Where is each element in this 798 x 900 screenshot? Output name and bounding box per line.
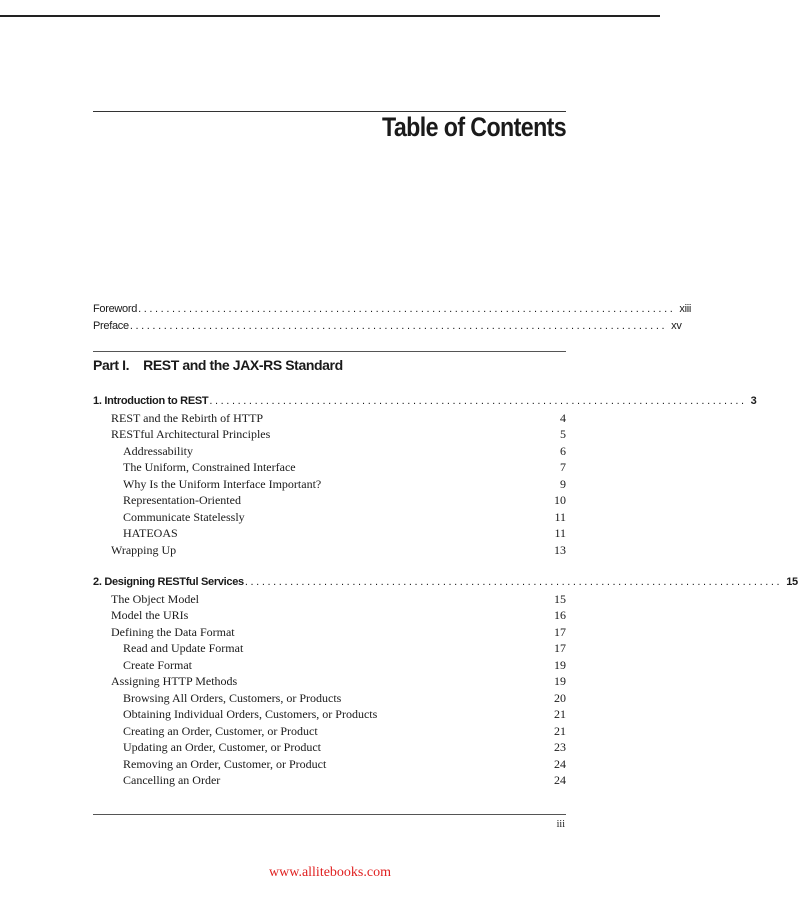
dot-leader: ............................................................................................... [138,303,676,315]
part-heading [93,357,343,373]
toc-entry-page: 3 [750,395,757,407]
toc-entry-page: 19 [554,674,566,688]
toc-entry[interactable] [93,673,566,690]
toc-entry[interactable] [93,690,566,707]
toc-entry-page: 11 [554,509,566,524]
dot-leader: ............................................................................................... [129,319,668,332]
toc-entry-page: 23 [554,740,566,754]
toc-entry[interactable] [93,542,566,559]
toc-entry-label: Model the URIs [111,608,189,622]
toc-entry[interactable] [93,443,566,460]
top-rule [0,15,660,17]
toc-entry-label: Create Format [123,657,192,672]
chapter-1-list [93,393,757,558]
toc-entry-label: Creating an Order, Customer, or Product [123,723,318,738]
toc-entry-label: Defining the Data Format [111,624,235,639]
toc-entry-page: xv [671,319,682,332]
dot-leader: ............................................................................................... [209,395,747,407]
toc-entry-page: 11 [554,526,566,540]
toc-entry-label: HATEOAS [123,526,178,540]
dot-leader: ............................................................................................... [244,576,783,588]
toc-entry-page: 19 [554,657,566,672]
toc-entry-preface[interactable] [93,318,682,335]
toc-entry[interactable] [93,509,566,526]
toc-entry-page: 6 [560,443,566,458]
part-number: Part I. [93,357,130,373]
toc-entry[interactable] [93,706,566,723]
toc-entry-label: Addressability [123,443,193,458]
toc-entry-page: 13 [554,542,566,557]
toc-entry-label: Assigning HTTP Methods [111,674,238,688]
part-title: REST and the JAX-RS Standard [143,357,343,373]
toc-entry-page: 15 [554,591,566,606]
toc-entry[interactable] [93,426,566,443]
toc-chapter-2[interactable] [93,574,798,591]
toc-entry[interactable] [93,607,566,624]
toc-entry-page: 21 [554,707,566,721]
toc-entry[interactable] [93,657,566,674]
toc-entry[interactable] [93,756,566,773]
toc-entry[interactable] [93,591,566,608]
chapter-2-list [93,574,798,789]
toc-entry-label: Obtaining Individual Orders, Customers, or Products [123,707,378,721]
toc-entry[interactable] [93,459,566,476]
toc-entry-label: RESTful Architectural Principles [111,427,271,441]
toc-entry-page: 20 [554,690,566,705]
toc-entry-page: 5 [560,427,566,441]
toc-entry[interactable] [93,772,566,789]
toc-entry-page: 9 [560,476,566,491]
toc-entry-label: The Object Model [111,591,199,606]
bottom-rule [93,814,566,815]
front-matter-list [93,301,692,334]
toc-entry-label: Cancelling an Order [123,773,221,787]
toc-entry-page: 4 [560,410,566,425]
toc-entry-page: 17 [554,641,566,655]
toc-entry-label: Read and Update Format [123,641,244,655]
toc-entry-label: Representation-Oriented [123,493,241,507]
toc-entry[interactable] [93,525,566,542]
toc-entry-foreword[interactable] [93,301,692,318]
toc-entry-label: Removing an Order, Customer, or Product [123,756,327,771]
toc-entry-label: Browsing All Orders, Customers, or Products [123,690,342,705]
toc-entry[interactable] [93,640,566,657]
toc-entry-label: Updating an Order, Customer, or Product [123,740,321,754]
toc-entry[interactable] [93,476,566,493]
toc-entry-page: 24 [554,756,566,771]
toc-entry-label: The Uniform, Constrained Interface [123,460,296,474]
part-rule [93,351,566,352]
toc-entry-label: REST and the Rebirth of HTTP [111,410,264,425]
toc-entry-page: 7 [560,460,566,474]
toc-entry-page: xiii [679,303,692,315]
toc-entry-label: Communicate Statelessly [123,509,245,524]
toc-entry-label: Wrapping Up [111,542,177,557]
toc-entry-page: 10 [554,493,566,507]
toc-entry[interactable] [93,723,566,740]
toc-entry[interactable] [93,410,566,427]
toc-entry[interactable] [93,492,566,509]
toc-entry-page: 16 [554,608,566,622]
toc-chapter-1[interactable] [93,393,757,410]
footer-link[interactable]: www.allitebooks.com [269,865,391,880]
page-number: iii [556,819,565,830]
toc-entry-page: 17 [554,624,566,639]
toc-entry-label: Foreword [93,303,138,315]
toc-entry[interactable] [93,739,566,756]
toc-entry-page: 24 [554,773,566,787]
toc-entry-label: Why Is the Uniform Interface Important? [123,476,322,491]
toc-entry-label: 1. Introduction to REST [93,395,209,407]
toc-entry-label: Preface [93,319,129,332]
toc-entry[interactable] [93,624,566,641]
toc-entry-page: 15 [786,576,798,588]
toc-entry-label: 2. Designing RESTful Services [93,576,244,588]
page-title: Table of Contents [381,112,566,142]
toc-entry-page: 21 [554,723,566,738]
